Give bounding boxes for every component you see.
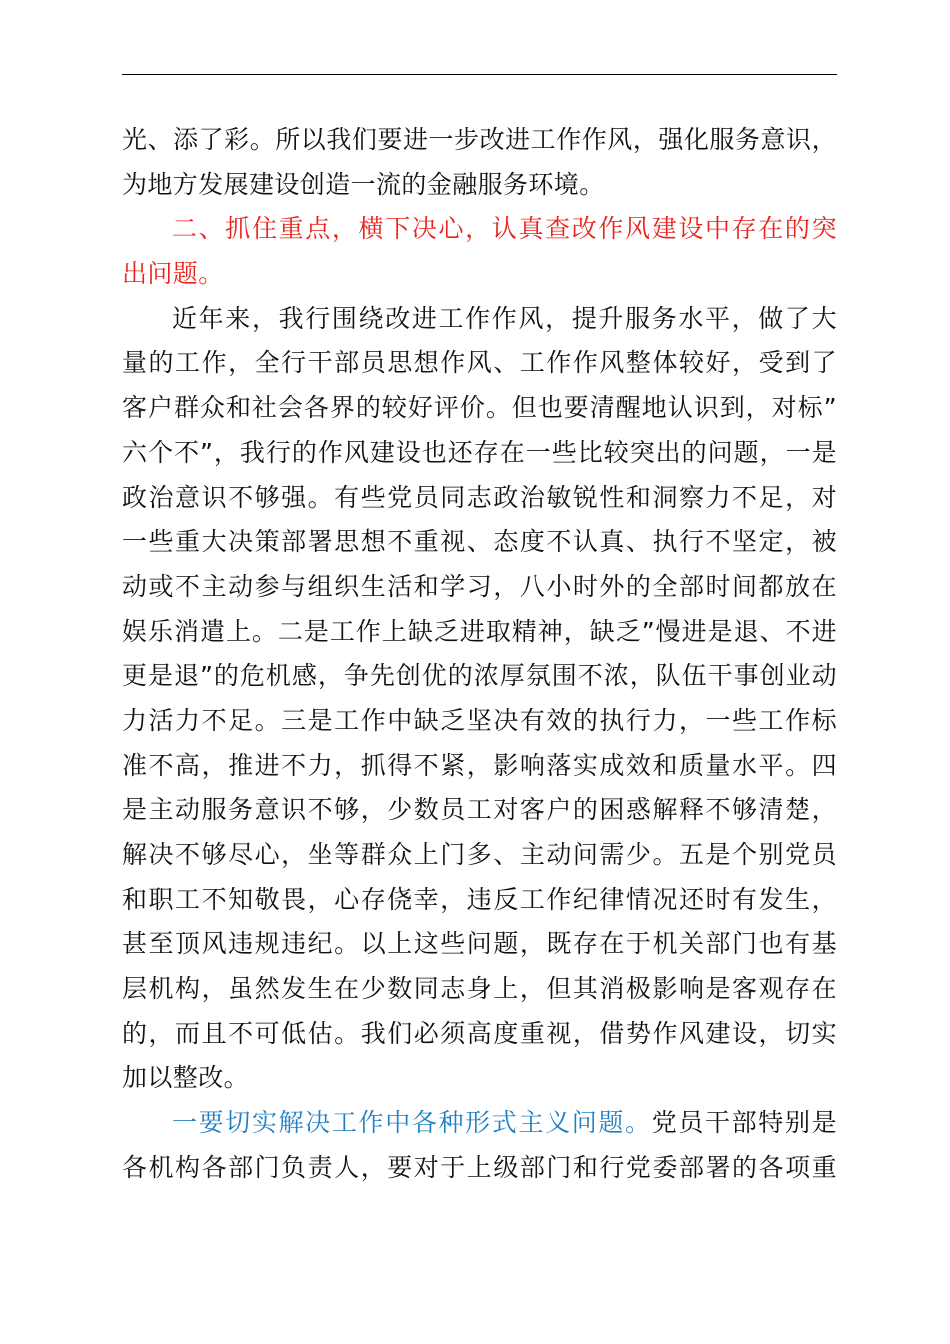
body-line: 的，而且不可低估。我们必须高度重视，借势作风建设，切实 xyxy=(122,1018,837,1048)
body-line: 各机构各部门负责人，要对于上级部门和行党委部署的各项重 xyxy=(122,1152,837,1182)
body-line: 和职工不知敬畏，心存侥幸，违反工作纪律情况还时有发生， xyxy=(122,884,837,914)
body-line: 动或不主动参与组织生活和学习，八小时外的全部时间都放在 xyxy=(122,571,837,601)
body-line: 为地方发展建设创造一流的金融服务环境。 xyxy=(122,169,605,199)
section-heading-line: 出问题。 xyxy=(122,259,224,289)
body-line: 政治意识不够强。有些党员同志政治敏锐性和洞察力不足，对 xyxy=(122,482,837,512)
header-rule xyxy=(122,74,837,75)
body-line: 准不高，推进不力，抓得不紧，影响落实成效和质量水平。四 xyxy=(122,750,837,780)
body-line: 光、添了彩。所以我们要进一步改进工作作风，强化服务意识， xyxy=(122,125,837,154)
subheading-label: 一要切实解决工作中各种形式主义问题。 xyxy=(172,1108,652,1138)
body-line: 六个不”，我行的作风建设也还存在一些比较突出的问题，一是 xyxy=(122,437,837,467)
section-heading-line: 二、抓住重点，横下决心，认真查改作风建设中存在的突 xyxy=(172,214,837,244)
subheading-continuation: 党员干部特别是 xyxy=(651,1108,837,1138)
document-body xyxy=(122,118,837,1191)
body-line: 力活力不足。三是工作中缺乏坚决有效的执行力，一些工作标 xyxy=(122,705,837,735)
body-line: 客户群众和社会各界的较好评价。但也要清醒地认识到，对标” xyxy=(122,393,837,423)
body-line: 层机构，虽然发生在少数同志身上，但其消极影响是客观存在 xyxy=(122,974,837,1004)
body-line: 一些重大决策部署思想不重视、态度不认真、执行不坚定，被 xyxy=(122,527,837,557)
body-line: 更是退”的危机感，争先创优的浓厚氛围不浓，队伍干事创业动 xyxy=(122,661,837,691)
body-line: 甚至顶风违规违纪。以上这些问题，既存在于机关部门也有基 xyxy=(122,929,837,959)
subheading-line xyxy=(122,1101,837,1146)
body-line: 是主动服务意识不够，少数员工对客户的困惑解释不够清楚， xyxy=(122,795,837,825)
body-line: 娱乐消遣上。二是工作上缺乏进取精神，缺乏”慢进是退、不进 xyxy=(122,616,837,646)
body-line: 解决不够尽心，坐等群众上门多、主动问需少。五是个别党员 xyxy=(122,840,837,869)
body-line: 加以整改。 xyxy=(122,1063,250,1093)
body-line: 近年来，我行围绕改进工作作风，提升服务水平，做了大 xyxy=(172,303,837,333)
body-line: 量的工作，全行干部员思想作风、工作作风整体较好，受到了 xyxy=(122,348,837,378)
